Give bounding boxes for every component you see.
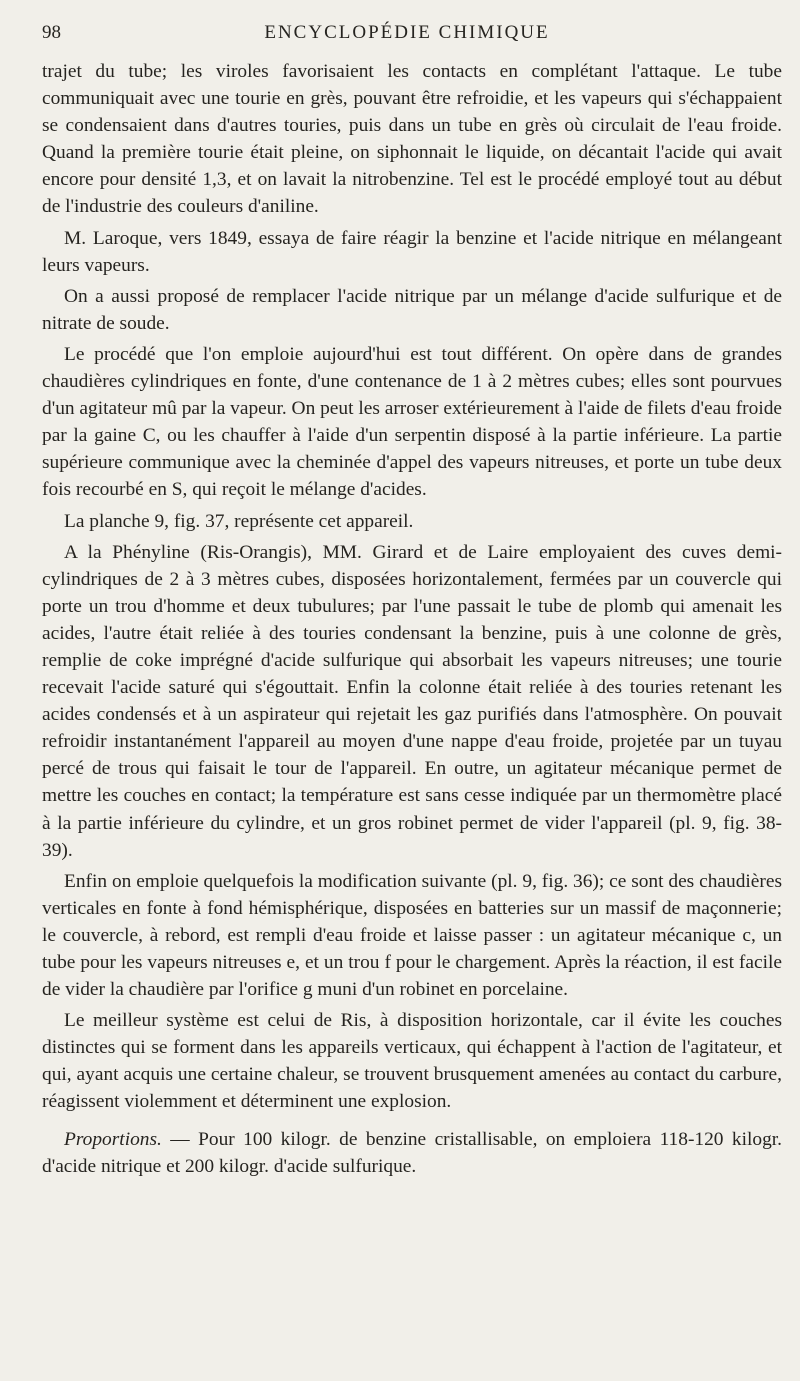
paragraph-proportions — [42, 1126, 782, 1180]
paragraph-vertical-boilers: Enfin on emploie quelquefois la modification suivante (pl. 9, fig. 36); ce sont des chaudières verticales en fonte à fond hémisphérique, disposées en batteries sur un massif de maçonnerie; le couvercle, à rebord, est rempli d'eau froide et laisse passer : un agitateur mécanique c, un tube pour les vapeurs nitreuses e, et un trou f pour le chargement. Après la réaction, il est facile de vider la chaudière par l'orifice g muni d'un robinet en porcelaine. — [42, 870, 782, 1001]
paragraph-current-process: Le procédé que l'on emploie aujourd'hui est tout différent. On opère dans de grandes chaudières cylindriques en fonte, d'une contenance de 1 à 2 mètres cubes; elles sont pourvues d'un agitateur mû par la vapeur. On peut les arroser extérieurement à l'aide de filets d'eau froide par la gaine C, ou les chauffer à l'aide d'un serpentin disposé à la partie inférieure. La partie supérieure communique avec la cheminée d'appel des vapeurs nitreuses, et porte un tube deux fois recourbé en S, qui reçoit le mélange d'acides. — [42, 343, 783, 501]
body-text — [42, 58, 782, 1184]
paragraph-phenyline: A la Phényline (Ris-Orangis), MM. Girard et de Laire employaient des cuves demi-cylindriques de 2 à 3 mètres cubes, disposées horizontalement, fermées par un couvercle qui porte un trou d'homme et deux tubulures; par l'une passait le tube de plomb qui amenait les acides, l'autre était reliée à des touries condensant la benzine, puis à une colonne de grès, remplie de coke imprégné d'acide sulfurique qui absorbait les vapeurs nitreuses; une tourie recevait l'acide saturé qui s'égouttait. Enfin la colonne était reliée à des touries retenant les acides condensés et à un aspirateur qui rejetait les gaz purifiés dans l'atmosphère. On pouvait refroidir instantanément l'appareil au moyen d'une nappe d'eau froide, projetée par un tuyau percé de trous qui faisait le tour de l'appareil. En outre, un agitateur mécanique permet de mettre les couches en contact; la température est sans cesse indiquée par un thermomètre placé à la partie inférieure du cylindre, et un gros robinet permet de vider l'appareil (pl. 9, fig. 38-39). — [42, 541, 782, 861]
running-title: ENCYCLOPÉDIE CHIMIQUE — [264, 22, 550, 43]
paragraph-plate-reference: La planche 9, fig. 37, représente cet appareil. — [64, 510, 414, 532]
page-header — [42, 22, 772, 48]
paragraph-continuation: trajet du tube; les viroles favorisaient les contacts en complétant l'attaque. Le tube communiquait avec une tourie en grès, pouvant être refroidie, et les vapeurs qui s'échappaient se condensaient dans d'autres touries, puis dans un tube en grès où circulait de l'eau froide. Quand la première tourie était pleine, on siphonnait le liquide, on décantait l'acide qui avait encore pour densité 1,3, et on lavait la nitrobenzine. Tel est le procédé employé tout au début de l'industrie des couleurs d'aniline. — [42, 61, 782, 218]
proportions-text: — Pour 100 kilogr. de benzine cristallisable, on emploiera 118-120 kilogr. d'acide nitrique et 200 kilogr. d'acide sulfurique. — [42, 1128, 782, 1177]
paragraph-sulfuric-mixture: On a aussi proposé de remplacer l'acide nitrique par un mélange d'acide sulfurique et de nitrate de soude. — [42, 285, 782, 334]
page-number: 98 — [42, 22, 61, 43]
proportions-lead: Proportions. — [64, 1128, 162, 1150]
paragraph-best-system: Le meilleur système est celui de Ris, à disposition horizontale, car il évite les couches distinctes qui se forment dans les appareils verticaux, qui échappent à l'action de l'agitateur, et qui, ayant acquis une certaine chaleur, se trouvent brusquement amenées au contact du carbure, réagissent violemment et déterminent une explosion. — [42, 1010, 782, 1113]
paragraph-laroque: M. Laroque, vers 1849, essaya de faire réagir la benzine et l'acide nitrique en mélangeant leurs vapeurs. — [42, 227, 782, 276]
